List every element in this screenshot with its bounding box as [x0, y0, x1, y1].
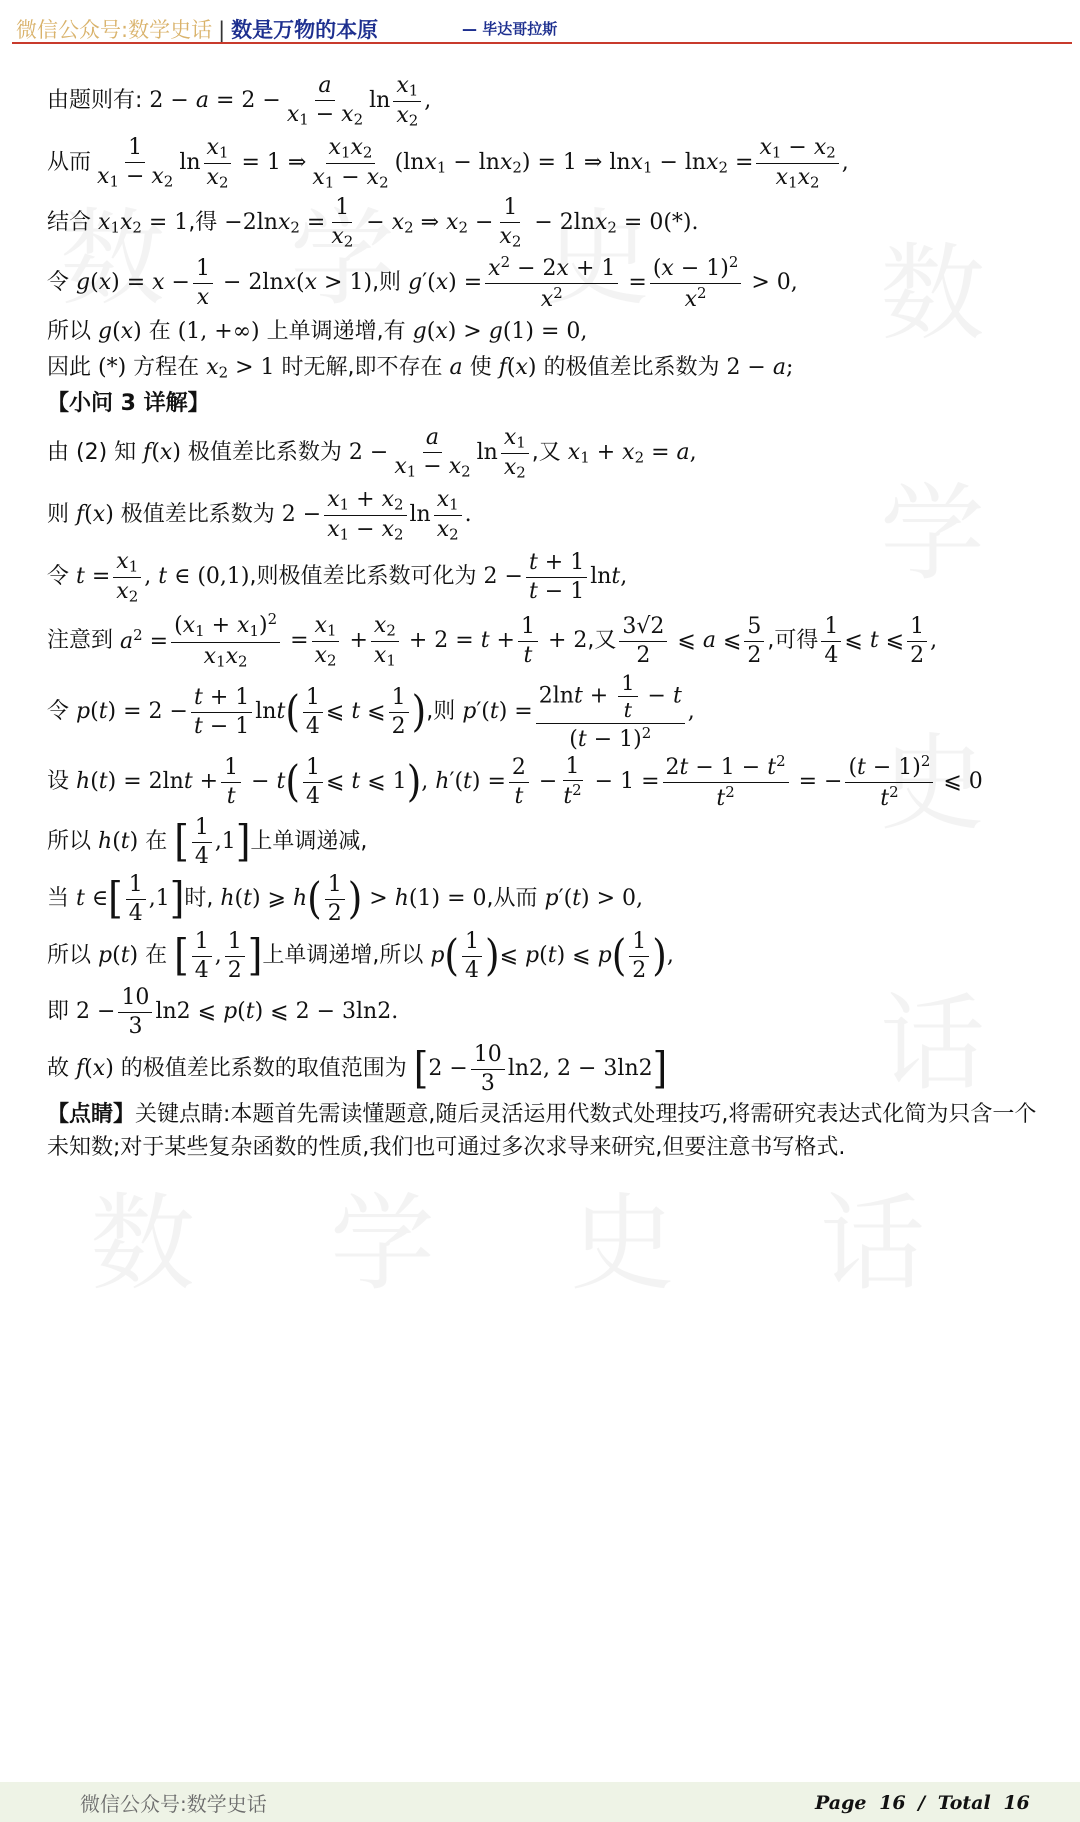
line-18: 故 f(x) 的极值差比系数的取值范围为 [ 2 − $\frac{10}{3}$ ln2, 2 − 3ln2 ] — [47, 1042, 668, 1096]
watermark-char-9 — [330, 1160, 435, 1311]
line-2: 从而 $\frac{1}{x_1 - x_2}$ ln $\frac{x_1}{x_2}$ = 1 ⇒ $\frac{x_1x_2}{x_1 - x_2}$ (lnx$_1$ − lnx$_2$) = 1 ⇒ lnx$_1$ − lnx$_2$ = $\frac{x_1 - x_2}{x_1x_2}$ , — [47, 134, 849, 192]
header-rule — [12, 42, 1072, 44]
line-14: 所以 h(t) 在 [ $\frac{1}{4}$ ,1 ] 上单调递减, — [47, 815, 368, 869]
comment-text: 关键点睛:本题首先需读懂题意,随后灵活运用代数式处理技巧,将需研究表达式化简为只含一个未知数;对于某些复杂函数的性质,我们也可通过多次求导来研究,但要注意书写格式. — [47, 1102, 1037, 1160]
header-author: — 毕达哥拉斯 — [462, 20, 558, 38]
page-number: 16 — [879, 1792, 906, 1814]
line-10: 令 t = $\frac{x_1}{x_2}$ , t ∈ (0,1) ,则极值差比系数可化为 2 − $\frac{t + 1}{t - 1}$ lnt, — [47, 548, 628, 606]
line-16: 所以 p(t) 在 [ $\frac{1}{4}$ , $\frac{1}{2}$ ] 上单调递增,所以 p ( $\frac{1}{4}$ ) ⩽ p(t) ⩽ p ( $\frac{1}{2}$ ) , — [47, 929, 674, 983]
watermark-char-11 — [820, 1160, 925, 1311]
total-label: Total — [937, 1792, 991, 1814]
total-number: 16 — [1003, 1792, 1030, 1814]
line-3: 结合 $x_1x_2 = 1$ ,得 −2lnx$_2$ = $\frac{1}{x_2}$ − $x_2$ ⇒ $x_2$ − $\frac{1}{x_2}$ − 2lnx$_2$ = 0(*). — [47, 195, 699, 251]
line-17: 即 2 − $\frac{10}{3}$ ln2 ⩽ p(t) ⩽ 2 − 3ln2. — [47, 985, 399, 1039]
footer-account: 微信公众号:数学史话 — [80, 1792, 267, 1816]
line-11: 注意到 $a^2$ = $\frac{(x_1 + x_1)^2}{x_1x_2}$ = $\frac{x_1}{x_2}$ + $\frac{x_2}{x_1}$ + 2 = t + $\frac{1}{t}$ + 2 ,又 $\frac{3√2}{2}$ ⩽ a ⩽ $\frac{5}{2}$ ,可得 $\frac{1}{4}$ ⩽ t ⩽ $\frac{1}{2}$ , — [47, 610, 938, 671]
line-8: 由 (2) 知 f(x) 极值差比系数为 2 − $\frac{a}{x_1 - x_2}$ ln $\frac{x_1}{x_2}$ ,又 $x_1 + x_2 = a$, — [47, 424, 697, 482]
header-separator: | — [218, 18, 226, 42]
page-footer — [0, 1782, 1080, 1822]
watermark-char-10 — [570, 1160, 675, 1311]
line-13: 设 h(t) = 2lnt + $\frac{1}{t}$ − t ( $\frac{1}{4}$ ⩽ t ⩽ 1 ) , h′(t) = $\frac{2}{t}$ − $\frac{1}{t^2}$ − 1 = $\frac{2t - 1 - t^2}{t^2}$ = − $\frac{(t - 1)^2}{t^2}$ ⩽ 0 — [47, 751, 983, 811]
line-12: 令 p(t) = 2 − $\frac{t + 1}{t - 1}$ lnt ( $\frac{1}{4}$ ⩽ t ⩽ $\frac{1}{2}$ ) ,则 p′(t) = 2lnt + $\frac{1}{t}$ − t $(t - 1)^2$ , — [47, 671, 695, 753]
key-point-comment — [47, 1098, 1057, 1164]
watermark-char-8 — [90, 1160, 195, 1311]
header-left — [16, 14, 378, 44]
line-15: 当 t ∈ [ $\frac{1}{4}$ ,1 ] 时, h(t) ⩾ h ( $\frac{1}{2}$ ) > h(1) = 0 ,从而 p′(t) > 0, — [47, 872, 644, 926]
line-4: 令 g(x) = x − $\frac{1}{x}$ − 2lnx(x > 1) ,则 g′(x) = $\frac{x^2 - 2x + 1}{x^2}$ = $\frac{(x - 1)^2}{x^2}$ > 0, — [47, 252, 798, 312]
line-6: 因此 (*) 方程在 $x_2 > 1$ 时无解,即不存在 a 使 f(x) 的极值差比系数为 2 − a; — [47, 354, 794, 382]
header-account: 微信公众号:数学史话 — [16, 18, 213, 42]
header-motto: 数是万物的本原 — [231, 18, 379, 42]
comment-label: 【点睛】 — [47, 1102, 136, 1127]
section-heading-q3: 【小问 3 详解】 — [47, 391, 210, 417]
page-indicator — [815, 1792, 1030, 1814]
page-header — [12, 8, 1072, 44]
page-label: Page — [815, 1792, 867, 1814]
page-slash: / — [918, 1792, 926, 1814]
solution-content — [47, 70, 1057, 1164]
line-5: 所以 g(x) 在 (1, +∞) 上单调递增,有 g(x) > g(1) = 0, — [47, 319, 588, 345]
line-1: 由题则有: 2 − a = 2 − $\frac{a}{x_1 - x_2}$ ln $\frac{x_1}{x_2}$ , — [47, 72, 432, 130]
line-9: 则 f(x) 极值差比系数为 2 − $\frac{x_1 + x_2}{x_1 - x_2}$ ln $\frac{x_1}{x_2}$ . — [47, 486, 472, 544]
